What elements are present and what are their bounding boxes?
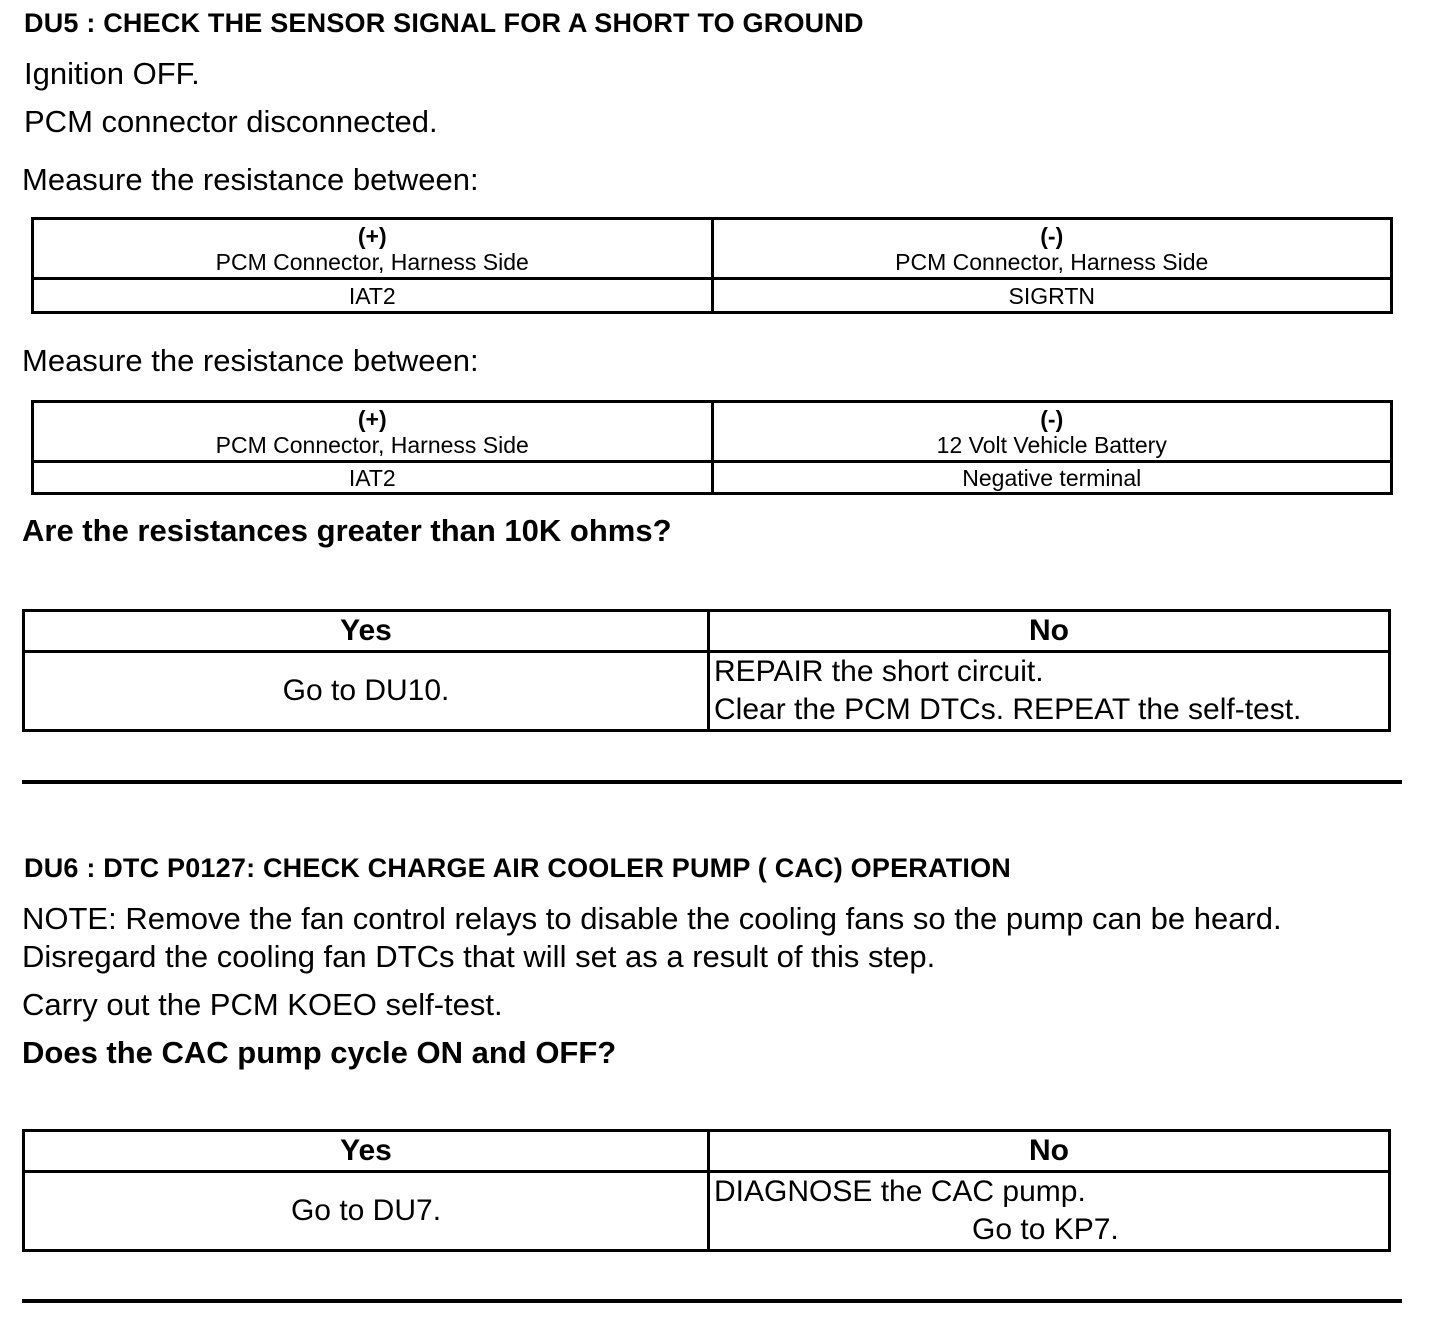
no-action	[709, 652, 1390, 731]
du5-measure-table-2	[31, 400, 1393, 495]
du5-measure-table-1	[31, 217, 1393, 314]
plus-label: PCM Connector, Harness Side	[215, 431, 529, 458]
du5-step-ignition: Ignition OFF.	[24, 56, 200, 91]
yes-header: Yes	[24, 611, 709, 652]
no-header: No	[709, 611, 1390, 652]
du5-answer-table	[22, 609, 1391, 732]
plus-header-cell	[33, 219, 713, 279]
section-divider	[22, 1299, 1402, 1303]
du5-heading: DU5 : CHECK THE SENSOR SIGNAL FOR A SHORT TO GROUND	[24, 8, 864, 38]
minus-symbol: (-)	[1040, 405, 1064, 432]
plus-symbol: (+)	[357, 222, 387, 249]
minus-symbol: (-)	[1040, 222, 1064, 249]
du5-question: Are the resistances greater than 10K ohms?	[22, 513, 672, 548]
no-action-line: Go to KP7.	[972, 1213, 1119, 1246]
minus-label: 12 Volt Vehicle Battery	[936, 431, 1167, 458]
no-action-line: DIAGNOSE the CAC pump.	[714, 1175, 1086, 1208]
yes-action: Go to DU10.	[24, 652, 709, 731]
no-action-line: REPAIR the short circuit.	[714, 655, 1044, 688]
minus-label: PCM Connector, Harness Side	[895, 248, 1209, 275]
yes-header: Yes	[24, 1131, 709, 1172]
no-header: No	[709, 1131, 1390, 1172]
plus-symbol: (+)	[357, 405, 387, 432]
du6-note-line-1: NOTE: Remove the fan control relays to disable the cooling fans so the pump can be heard.	[22, 901, 1282, 936]
plus-header-cell	[33, 402, 713, 462]
du6-step-self-test: Carry out the PCM KOEO self-test.	[22, 987, 503, 1022]
minus-value-cell: SIGRTN	[712, 279, 1392, 313]
plus-label: PCM Connector, Harness Side	[215, 248, 529, 275]
du6-question: Does the CAC pump cycle ON and OFF?	[22, 1035, 617, 1070]
no-action-line: Clear the PCM DTCs. REPEAT the self-test.	[714, 693, 1302, 726]
yes-action: Go to DU7.	[24, 1172, 709, 1251]
du6-note-line-2: Disregard the cooling fan DTCs that will set as a result of this step.	[22, 939, 936, 974]
minus-header-cell	[712, 219, 1392, 279]
section-divider	[22, 780, 1402, 784]
du6-heading: DU6 : DTC P0127: CHECK CHARGE AIR COOLER PUMP ( CAC) OPERATION	[24, 853, 1011, 883]
minus-header-cell	[712, 402, 1392, 462]
du6-answer-table	[22, 1129, 1391, 1252]
du5-measure-instruction-1: Measure the resistance between:	[22, 162, 479, 197]
no-action	[709, 1172, 1390, 1251]
plus-value-cell: IAT2	[33, 462, 713, 494]
du5-measure-instruction-2: Measure the resistance between:	[22, 343, 479, 378]
plus-value-cell: IAT2	[33, 279, 713, 313]
du5-step-connector: PCM connector disconnected.	[24, 104, 438, 139]
minus-value-cell: Negative terminal	[712, 462, 1392, 494]
